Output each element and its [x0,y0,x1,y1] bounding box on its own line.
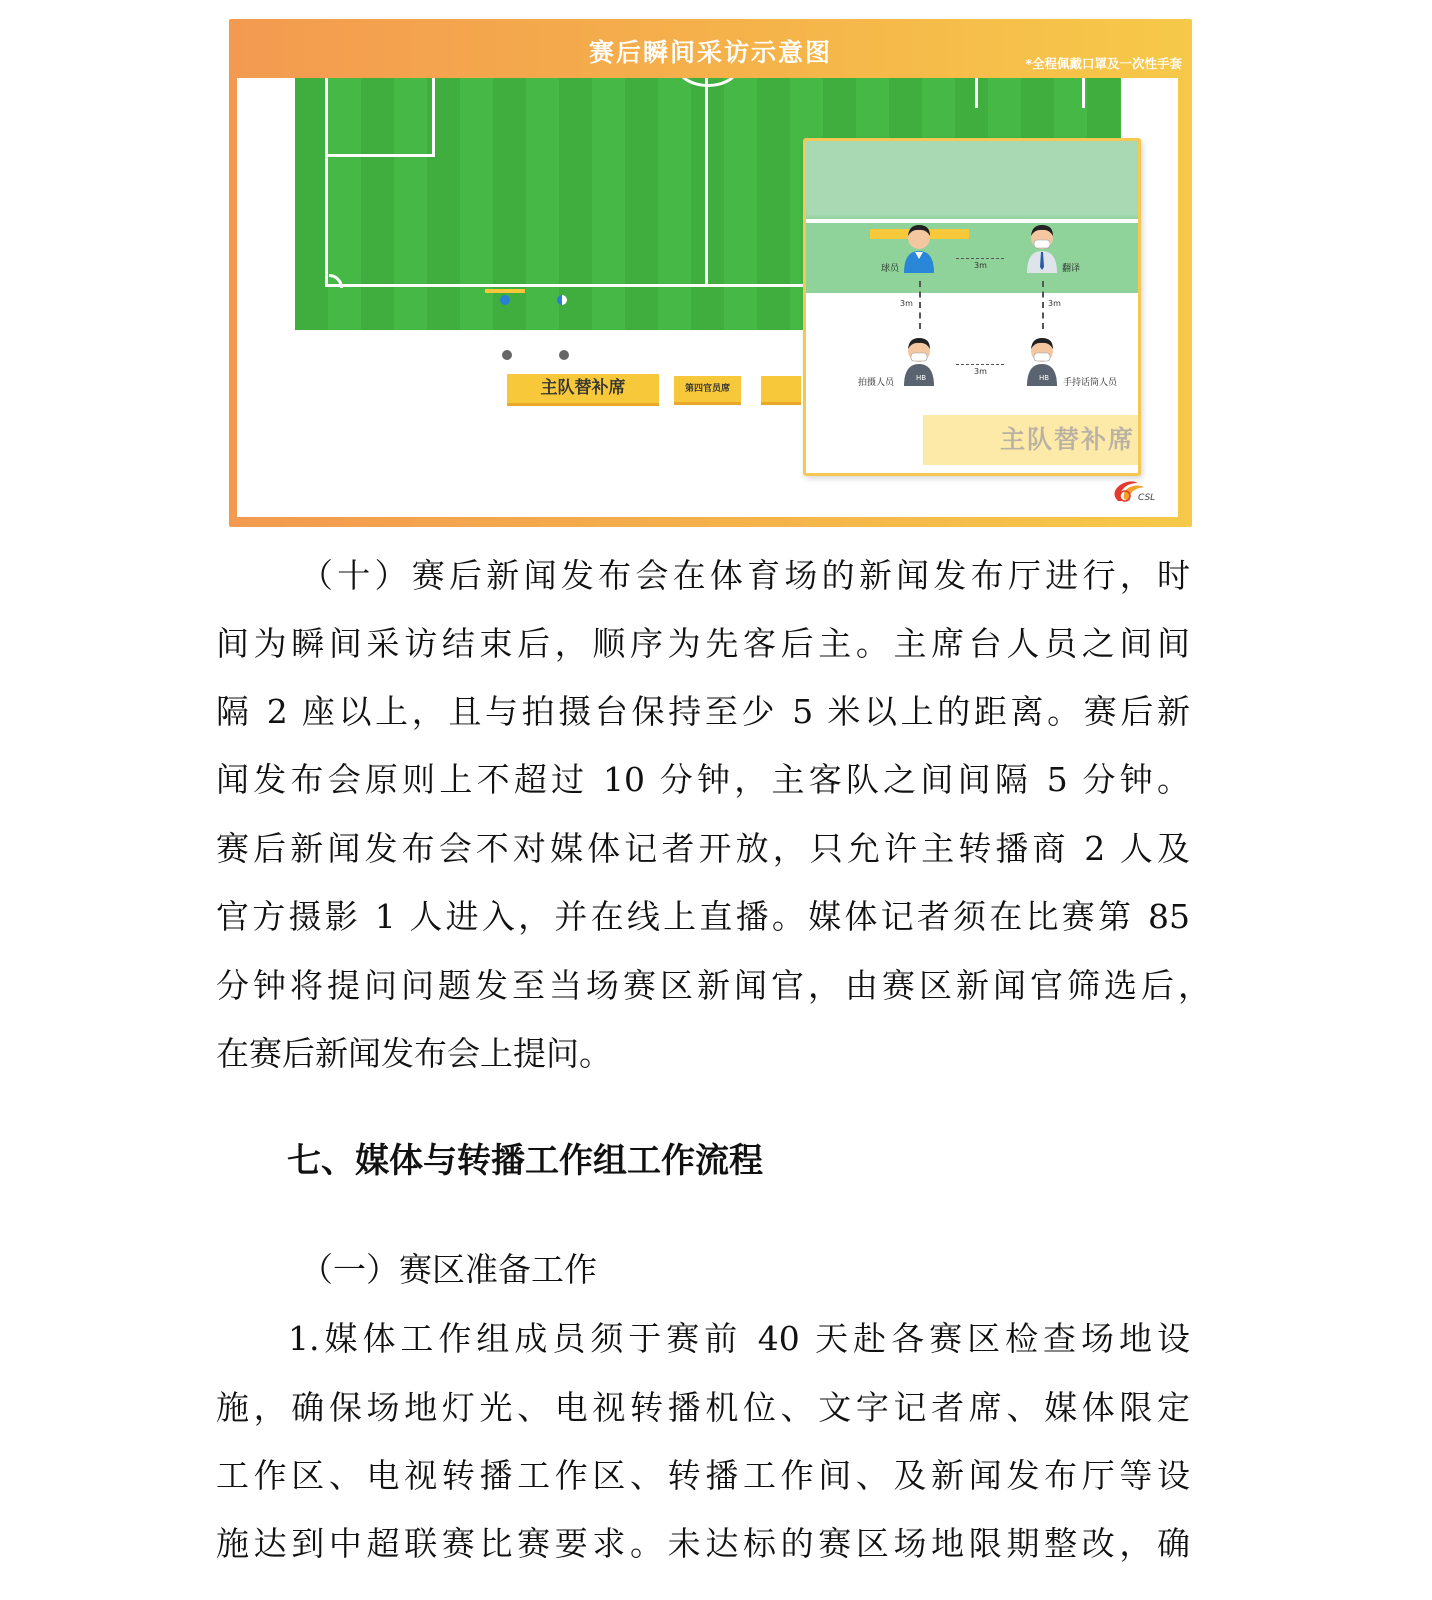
distance-line [956,258,1004,259]
subsection-heading: （一）赛区准备工作 [300,1250,597,1289]
distance-line [1042,281,1044,329]
camera-marker [502,350,512,360]
distance-line [919,281,921,329]
paragraph-line: 隔 2 座以上，且与拍摄台保持至少 5 米以上的距离。赛后新 [216,692,1190,731]
paragraph-line: 1.媒体工作组成员须于赛前 40 天赴各赛区检查场地设 [288,1319,1190,1358]
player-icon [902,221,936,273]
translator-icon [1025,221,1059,273]
fourth-official-bench: 第四官员席 [674,376,741,402]
role-mic: 手持话筒人员 [1063,378,1118,388]
role-player: 球员 [881,264,900,274]
inset-pitch [806,141,1138,293]
role-translator: 翻译 [1062,264,1081,274]
pitch-goal-line [325,78,328,287]
paragraph-line: 在赛后新闻发布会上提问。 [216,1034,612,1073]
paragraph-line: 赛后新闻发布会不对媒体记者开放，只允许主转播商 2 人及 [216,829,1190,868]
vest-label: HB [916,374,927,382]
translator-marker [557,295,567,305]
penalty-box-line [325,154,433,157]
csl-logo-icon [1108,479,1164,507]
penalty-box-line [1082,78,1085,108]
interview-diagram [229,19,1192,527]
center-circle [677,78,739,87]
paragraph-line: 施达到中超联赛比赛要求。未达标的赛区场地限期整改，确 [216,1524,1190,1563]
paragraph-line: 分钟将提问问题发至当场赛区新闻官，由赛区新闻官筛选后， [216,966,1211,1005]
corner-arc [315,274,343,302]
section-heading: 七、媒体与转播工作组工作流程 [287,1141,763,1181]
halfway-line [705,78,708,287]
home-bench: 主队替补席 [507,374,659,403]
csl-logo [1108,479,1164,507]
role-camera: 拍摄人员 [858,378,895,388]
paragraph-line: 施，确保场地灯光、电视转播机位、文字记者席、媒体限定 [216,1388,1190,1427]
penalty-box-line [975,78,978,108]
player-marker [500,295,510,305]
diagram-canvas [237,78,1178,517]
distance-label: 3m [974,367,987,376]
paragraph-line: 闻发布会原则上不超过 10 分钟，主客队之间间隔 5 分钟。 [216,760,1190,799]
away-bench [761,376,801,402]
diagram-note: *全程佩戴口罩及一次性手套 [1025,56,1182,71]
paragraph-line: 官方摄影 1 人进入，并在线上直播。媒体记者须在比赛第 85 [216,897,1190,936]
distance-label: 3m [900,299,913,308]
paragraph-line: （十）赛后新闻发布会在体育场的新闻发布厅进行，时 [300,556,1190,595]
inset-touchline [806,219,1138,223]
vest-label: HB [1039,374,1050,382]
paragraph-line: 工作区、电视转播工作区、转播工作间、及新闻发布厅等设 [216,1456,1190,1495]
mic-marker [559,350,569,360]
interview-position-bar [485,289,525,293]
zoom-inset [803,138,1141,476]
penalty-box-line [432,78,435,157]
distance-label: 3m [1048,299,1061,308]
paragraph-line: 间为瞬间采访结束后，顺序为先客后主。主席台人员之间间 [216,624,1190,663]
inset-home-bench: 主队替补席 [923,415,1141,465]
diagram-title: 赛后瞬间采访示意图 [588,38,832,67]
distance-label: 3m [974,261,987,270]
distance-line [956,364,1004,365]
csl-logo-text: CSL [1138,493,1156,503]
